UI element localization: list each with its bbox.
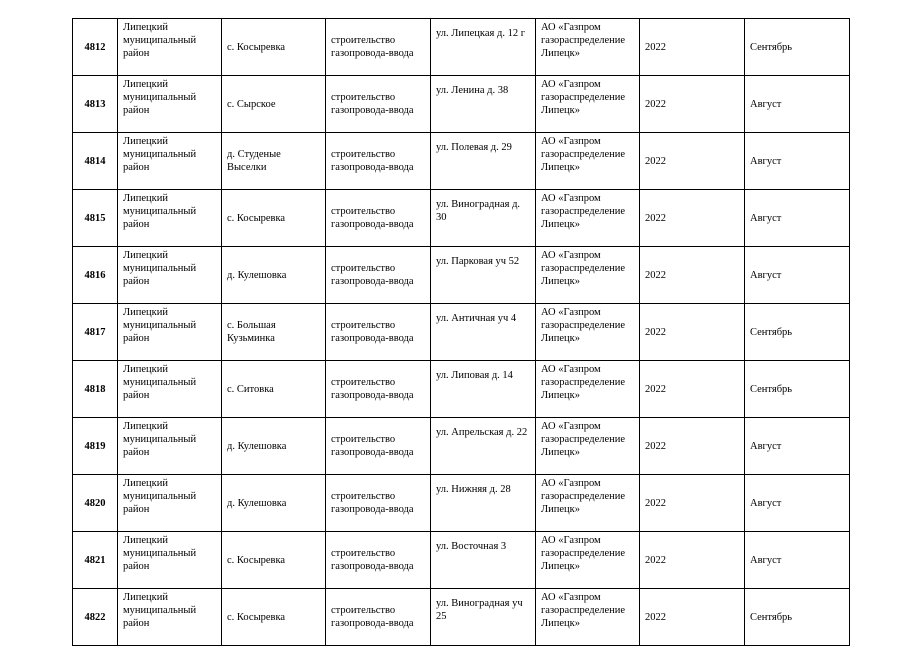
organization-cell: АО «Газпром газораспределение Липецк» (536, 247, 640, 304)
work-type-cell: строительство газопровода-ввода (326, 418, 431, 475)
district-cell: Липецкий муниципальный район (118, 475, 222, 532)
year-cell: 2022 (640, 475, 745, 532)
year-cell: 2022 (640, 304, 745, 361)
table-row (73, 19, 850, 76)
document-page (72, 18, 850, 646)
row-number-cell: 4817 (73, 304, 118, 361)
organization-cell: АО «Газпром газораспределение Липецк» (536, 418, 640, 475)
table-row (73, 589, 850, 646)
work-type-cell: строительство газопровода-ввода (326, 304, 431, 361)
work-type-cell: строительство газопровода-ввода (326, 190, 431, 247)
locality-cell: с. Косыревка (222, 19, 326, 76)
year-cell: 2022 (640, 247, 745, 304)
year-cell: 2022 (640, 532, 745, 589)
locality-cell: с. Косыревка (222, 190, 326, 247)
work-type-cell: строительство газопровода-ввода (326, 589, 431, 646)
district-cell: Липецкий муниципальный район (118, 418, 222, 475)
row-number-cell: 4821 (73, 532, 118, 589)
district-cell: Липецкий муниципальный район (118, 133, 222, 190)
address-cell: ул. Липовая д. 14 (431, 361, 536, 418)
row-number-cell: 4822 (73, 589, 118, 646)
month-cell: Сентябрь (745, 19, 850, 76)
organization-cell: АО «Газпром газораспределение Липецк» (536, 475, 640, 532)
year-cell: 2022 (640, 19, 745, 76)
table-row (73, 76, 850, 133)
district-cell: Липецкий муниципальный район (118, 589, 222, 646)
district-cell: Липецкий муниципальный район (118, 304, 222, 361)
locality-cell: д. Кулешовка (222, 247, 326, 304)
month-cell: Август (745, 76, 850, 133)
row-number-cell: 4814 (73, 133, 118, 190)
work-type-cell: строительство газопровода-ввода (326, 19, 431, 76)
organization-cell: АО «Газпром газораспределение Липецк» (536, 190, 640, 247)
table-row (73, 361, 850, 418)
address-cell: ул. Виноградная уч 25 (431, 589, 536, 646)
row-number-cell: 4813 (73, 76, 118, 133)
locality-cell: с. Сырское (222, 76, 326, 133)
work-type-cell: строительство газопровода-ввода (326, 133, 431, 190)
table-row (73, 532, 850, 589)
month-cell: Август (745, 532, 850, 589)
district-cell: Липецкий муниципальный район (118, 247, 222, 304)
address-cell: ул. Виноградная д. 30 (431, 190, 536, 247)
district-cell: Липецкий муниципальный район (118, 532, 222, 589)
district-cell: Липецкий муниципальный район (118, 76, 222, 133)
address-cell: ул. Восточная 3 (431, 532, 536, 589)
row-number-cell: 4815 (73, 190, 118, 247)
organization-cell: АО «Газпром газораспределение Липецк» (536, 361, 640, 418)
year-cell: 2022 (640, 133, 745, 190)
locality-cell: д. Студеные Выселки (222, 133, 326, 190)
row-number-cell: 4816 (73, 247, 118, 304)
locality-cell: с. Ситовка (222, 361, 326, 418)
locality-cell: д. Кулешовка (222, 475, 326, 532)
locality-cell: с. Большая Кузьминка (222, 304, 326, 361)
locality-cell: с. Косыревка (222, 532, 326, 589)
row-number-cell: 4812 (73, 19, 118, 76)
year-cell: 2022 (640, 361, 745, 418)
organization-cell: АО «Газпром газораспределение Липецк» (536, 532, 640, 589)
month-cell: Август (745, 418, 850, 475)
address-cell: ул. Липецкая д. 12 г (431, 19, 536, 76)
locality-cell: д. Кулешовка (222, 418, 326, 475)
month-cell: Август (745, 190, 850, 247)
month-cell: Сентябрь (745, 361, 850, 418)
work-type-cell: строительство газопровода-ввода (326, 532, 431, 589)
year-cell: 2022 (640, 589, 745, 646)
year-cell: 2022 (640, 76, 745, 133)
table-row (73, 304, 850, 361)
table-row (73, 133, 850, 190)
row-number-cell: 4818 (73, 361, 118, 418)
address-cell: ул. Ленина д. 38 (431, 76, 536, 133)
organization-cell: АО «Газпром газораспределение Липецк» (536, 19, 640, 76)
organization-cell: АО «Газпром газораспределение Липецк» (536, 589, 640, 646)
table-body (73, 19, 850, 646)
month-cell: Сентябрь (745, 304, 850, 361)
work-type-cell: строительство газопровода-ввода (326, 247, 431, 304)
table-row (73, 247, 850, 304)
month-cell: Август (745, 475, 850, 532)
row-number-cell: 4820 (73, 475, 118, 532)
year-cell: 2022 (640, 190, 745, 247)
address-cell: ул. Нижняя д. 28 (431, 475, 536, 532)
table-row (73, 418, 850, 475)
month-cell: Сентябрь (745, 589, 850, 646)
address-cell: ул. Античная уч 4 (431, 304, 536, 361)
work-type-cell: строительство газопровода-ввода (326, 361, 431, 418)
organization-cell: АО «Газпром газораспределение Липецк» (536, 133, 640, 190)
work-type-cell: строительство газопровода-ввода (326, 76, 431, 133)
organization-cell: АО «Газпром газораспределение Липецк» (536, 76, 640, 133)
organization-cell: АО «Газпром газораспределение Липецк» (536, 304, 640, 361)
work-type-cell: строительство газопровода-ввода (326, 475, 431, 532)
address-cell: ул. Парковая уч 52 (431, 247, 536, 304)
month-cell: Август (745, 133, 850, 190)
district-cell: Липецкий муниципальный район (118, 190, 222, 247)
table-row (73, 475, 850, 532)
district-cell: Липецкий муниципальный район (118, 361, 222, 418)
address-cell: ул. Апрельская д. 22 (431, 418, 536, 475)
year-cell: 2022 (640, 418, 745, 475)
gas-pipeline-schedule-table (72, 18, 850, 646)
district-cell: Липецкий муниципальный район (118, 19, 222, 76)
table-row (73, 190, 850, 247)
locality-cell: с. Косыревка (222, 589, 326, 646)
row-number-cell: 4819 (73, 418, 118, 475)
month-cell: Август (745, 247, 850, 304)
address-cell: ул. Полевая д. 29 (431, 133, 536, 190)
